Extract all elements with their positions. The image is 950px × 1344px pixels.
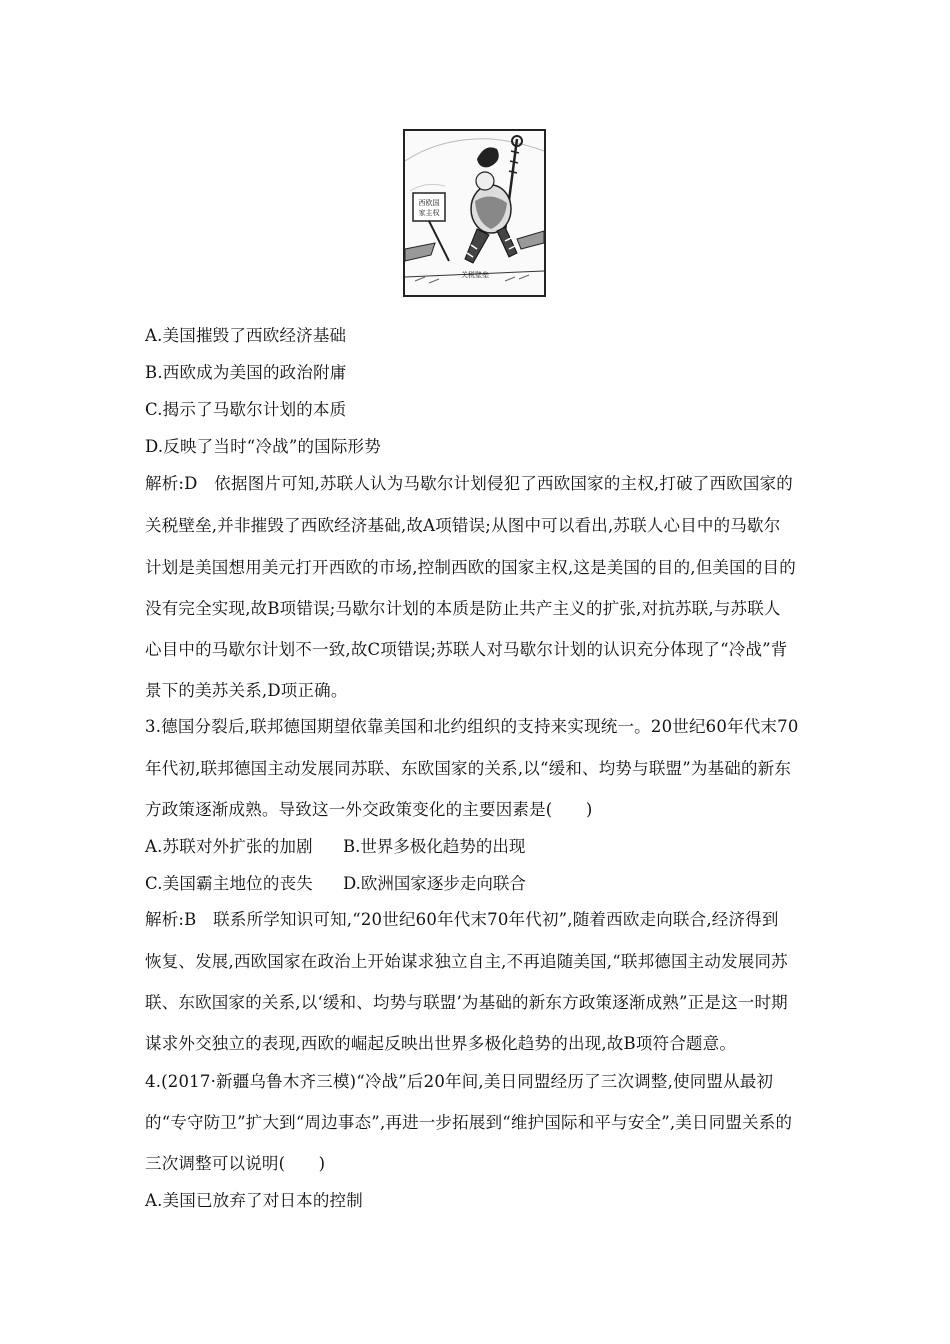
q3-analysis-line: 解析:B 联系所学知识可知,“20世纪60年代末70年代初”,随着西欧走向联合,经济得到 [145, 910, 779, 929]
q2-analysis-line: 关税壁垒,并非摧毁了西欧经济基础,故A项错误;从图中可以看出,苏联人心目中的马歇尔 [145, 516, 781, 535]
q3-stem-line: 方政策逐渐成熟。导致这一外交政策变化的主要因素是( ) [145, 800, 593, 819]
q2-analysis-line: 计划是美国想用美元打开西欧的市场,控制西欧的国家主权,这是美国的目的,但美国的目的 [145, 558, 796, 577]
q2-option-c: C.揭示了马歇尔计划的本质 [145, 400, 347, 419]
q4-stem-line: 的“专守防卫”扩大到“周边事态”,再进一步拓展到“维护国际和平与安全”,美日同盟关系的 [145, 1113, 793, 1132]
cartoon-bottom-label: 关税壁垒 [461, 271, 489, 279]
cartoon-sign-text-2: 家主权 [418, 209, 440, 217]
q3-analysis-line: 恢复、发展,西欧国家在政治上开始谋求独立自主,不再追随美国,“联邦德国主动发展同苏 [145, 952, 788, 971]
q2-analysis-line: 没有完全实现,故B项错误;马歇尔计划的本质是防止共产主义的扩张,对抗苏联,与苏联人 [145, 599, 781, 618]
q3-stem-line: 3.德国分裂后,联邦德国期望依靠美国和北约组织的支持来实现统一。20世纪60年代末70 [145, 717, 799, 736]
q3-option-d: D.欧洲国家逐步走向联合 [343, 874, 526, 893]
q2-option-b: B.西欧成为美国的政治附庸 [145, 363, 347, 382]
q2-option-a: A.美国摧毁了西欧经济基础 [145, 326, 347, 345]
q4-option-a: A.美国已放弃了对日本的控制 [145, 1191, 363, 1210]
q3-analysis-line: 谋求外交独立的表现,西欧的崛起反映出世界多极化趋势的出现,故B项符合题意。 [145, 1034, 737, 1053]
q3-option-c: C.美国霸主地位的丧失 [145, 874, 313, 893]
q3-option-b: B.世界多极化趋势的出现 [343, 837, 526, 856]
q4-stem-line: 三次调整可以说明( ) [145, 1154, 326, 1173]
cartoon-illustration [403, 129, 546, 297]
q2-analysis-line: 景下的美苏关系,D项正确。 [145, 681, 348, 700]
q2-analysis-line: 解析:D 依据图片可知,苏联人认为马歇尔计划侵犯了西欧国家的主权,打破了西欧国家的 [145, 474, 793, 493]
q2-option-d: D.反映了当时“冷战”的国际形势 [145, 437, 381, 456]
q3-analysis-line: 联、东欧国家的关系,以‘缓和、均势与联盟’为基础的新东方政策逐渐成熟”正是这一时期 [145, 993, 788, 1012]
cartoon-sign-text-1: 西欧国 [418, 199, 440, 207]
cartoon-drawing [405, 131, 544, 295]
q4-stem-line: 4.(2017·新疆乌鲁木齐三模)“冷战”后20年间,美日同盟经历了三次调整,使同盟从最初 [145, 1072, 774, 1091]
q2-analysis-line: 心目中的马歇尔计划不一致,故C项错误;苏联人对马歇尔计划的认识充分体现了“冷战”背 [145, 640, 788, 659]
q3-stem-line: 年代初,联邦德国主动发展同苏联、东欧国家的关系,以“缓和、均势与联盟”为基础的新东 [145, 759, 792, 778]
q3-option-a: A.苏联对外扩张的加剧 [145, 837, 313, 856]
